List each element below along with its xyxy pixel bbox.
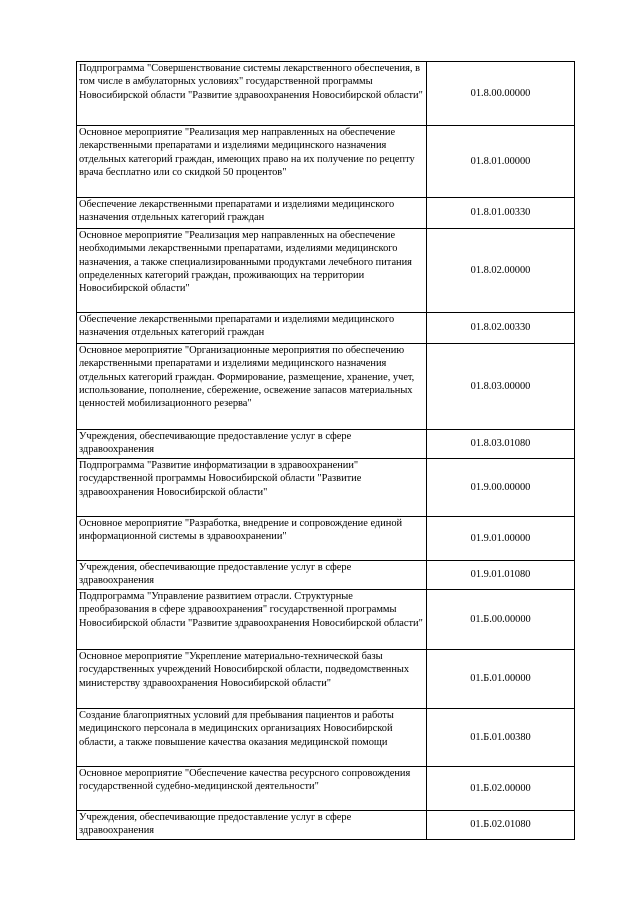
table-row — [77, 344, 575, 430]
table-row — [77, 811, 575, 840]
row-name: Подпрограмма "Развитие информатизации в здравоохранении" государственной программы Новосибирской области "Развитие здравоохранения Новосибирской области" — [77, 459, 427, 517]
row-name: Основное мероприятие "Организационные мероприятия по обеспечению лекарственными препаратами и изделиями медицинского назначения отдельных категорий граждан. Формирование, размещение, хранение, учет, использование, пополнение, сбережение, освежение запасов материальных ценностей мобилизационного резерва" — [77, 344, 427, 430]
table-row — [77, 430, 575, 459]
row-code: 01.8.00.00000 — [427, 62, 575, 126]
table-row — [77, 229, 575, 313]
row-name: Основное мероприятие "Укрепление материально-технической базы государственных учреждений Новосибирской области, подведомственных министерству здравоохранения Новосибирской области" — [77, 650, 427, 709]
row-name: Учреждения, обеспечивающие предоставление услуг в сфере здравоохранения — [77, 811, 427, 840]
table-row — [77, 709, 575, 767]
row-code: 01.Б.00.00000 — [427, 590, 575, 650]
row-name: Создание благоприятных условий для пребывания пациентов и работы медицинского персонала в медицинских организациях Новосибирской области, а также повышение качества оказания медицинской помощи — [77, 709, 427, 767]
row-code: 01.9.01.00000 — [427, 517, 575, 561]
table-row — [77, 198, 575, 229]
row-name: Подпрограмма "Совершенствование системы лекарственного обеспечения, в том числе в амбулаторных условиях" государственной программы Новосибирской области "Развитие здравоохранения Новосибирской области" — [77, 62, 427, 126]
row-name: Учреждения, обеспечивающие предоставление услуг в сфере здравоохранения — [77, 561, 427, 590]
row-name: Основное мероприятие "Реализация мер направленных на обеспечение необходимыми лекарственными препаратами, изделиями медицинского назначения, а также специализированными продуктами лечебного питания определенных категорий граждан, проживающих на территории Новосибирской области" — [77, 229, 427, 313]
row-code: 01.8.01.00000 — [427, 126, 575, 198]
row-code: 01.Б.01.00380 — [427, 709, 575, 767]
row-name: Обеспечение лекарственными препаратами и изделиями медицинского назначения отдельных категорий граждан — [77, 198, 427, 229]
row-name: Учреждения, обеспечивающие предоставление услуг в сфере здравоохранения — [77, 430, 427, 459]
table-row — [77, 517, 575, 561]
table-row — [77, 650, 575, 709]
table-row — [77, 590, 575, 650]
row-code: 01.9.01.01080 — [427, 561, 575, 590]
row-code: 01.Б.01.00000 — [427, 650, 575, 709]
row-code: 01.8.01.00330 — [427, 198, 575, 229]
row-name: Обеспечение лекарственными препаратами и изделиями медицинского назначения отдельных категорий граждан — [77, 313, 427, 344]
row-code: 01.Б.02.01080 — [427, 811, 575, 840]
table-row — [77, 62, 575, 126]
table-row — [77, 126, 575, 198]
row-code: 01.8.03.01080 — [427, 430, 575, 459]
row-code: 01.8.02.00330 — [427, 313, 575, 344]
row-code: 01.8.02.00000 — [427, 229, 575, 313]
row-code: 01.9.00.00000 — [427, 459, 575, 517]
row-code: 01.8.03.00000 — [427, 344, 575, 430]
row-name: Подпрограмма "Управление развитием отрасли. Структурные преобразования в сфере здравоохранения" государственной программы Новосибирской области "Развитие здравоохранения Новосибирской области" — [77, 590, 427, 650]
row-code: 01.Б.02.00000 — [427, 767, 575, 811]
row-name: Основное мероприятие "Разработка, внедрение и сопровождение единой информационной системы в здравоохранении" — [77, 517, 427, 561]
table-row — [77, 767, 575, 811]
table-row — [77, 561, 575, 590]
row-name: Основное мероприятие "Реализация мер направленных на обеспечение лекарственными препаратами и изделиями медицинского назначения отдельных категорий граждан, имеющих право на их получение по рецепту врача бесплатно или со скидкой 50 процентов" — [77, 126, 427, 198]
table-row — [77, 313, 575, 344]
table-row — [77, 459, 575, 517]
row-name: Основное мероприятие "Обеспечение качества ресурсного сопровождения государственной судебно-медицинской деятельности" — [77, 767, 427, 811]
budget-classification-table — [76, 61, 575, 840]
